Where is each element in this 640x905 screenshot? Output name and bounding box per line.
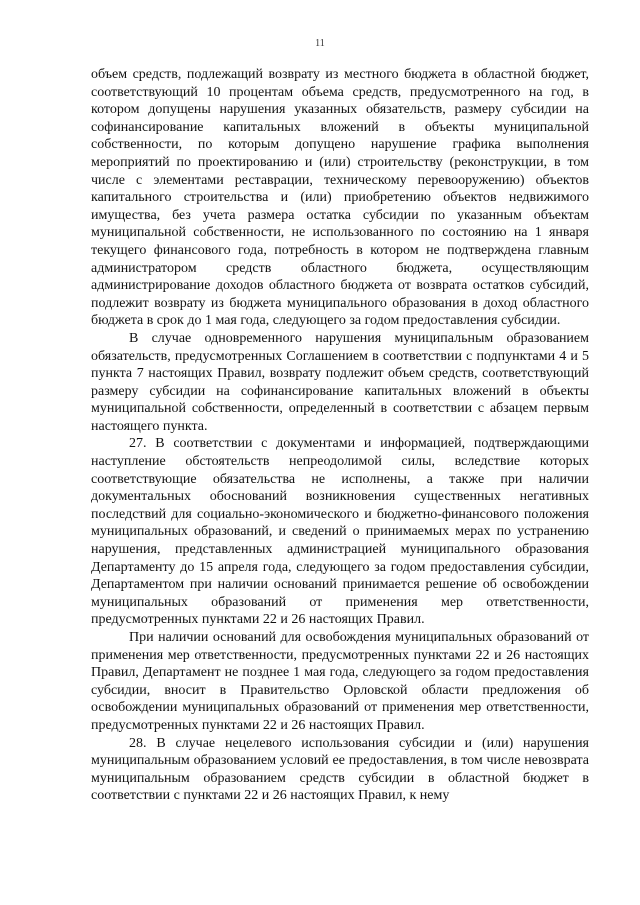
paragraph-item-27: 27. В соответствии с документами и информацией, подтверждающими наступление обстоятельств непреодолимой силы, вследствие которых соответствующие обязательства не исполнены, а также при наличии документальных обоснований возникновения существенных негативных последствий для социально-экономического и бюджетно-финансового положения муниципальных образований, и сведений о принимаемых мерах по устранению нарушения, представленных администрацией муниципального образования Департаменту до 15 апреля года, следующего за годом предоставления субсидии, Департаментом при наличии оснований принимается решение об освобождении муниципальных образований от применения мер ответственности, предусмотренных пунктами 22 и 26 настоящих Правил. (91, 436, 589, 628)
page-number: 11 (315, 38, 325, 49)
paragraph-continuation: объем средств, подлежащий возврату из местного бюджета в областной бюджет, соответствующий 10 процентам объема средств, предусмотренного на год, в котором допущены нарушения указанных обязательств, размеру субсидии на софинансирование капитальных вложений в объекты муниципальной собственности, по которым допущено нарушение графика выполнения мероприятий по проектированию и (или) строительству (реконструкции, в том числе с элементами реставрации, техническому перевооружению) объектов капитального строительства и (или) приобретению объектов недвижимого имущества, без учета размера остатка субсидии по указанным объектам муниципальной собственности, не использованного по состоянию на 1 января текущего финансового года, потребность в котором не подтверждена главным администратором средств областного бюджета, осуществляющим администрирование доходов областного бюджета от возврата остатков субсидий, подлежит возврату из бюджета муниципального образования в доход областного бюджета в срок до 1 мая года, следующего за годом предоставления субсидии. (91, 67, 589, 329)
paragraph-exemption-grounds: При наличии оснований для освобождения муниципальных образований от применения мер ответственности, предусмотренных пунктами 22 и 26 настоящих Правил, Департамент не позднее 1 мая года, следующего за годом предоставления субсидии, вносит в Правительство Орловской области предложения об освобождении муниципальных образований от применения мер ответственности, предусмотренных пунктами 22 и 26 настоящих Правил. (91, 630, 589, 733)
paragraph-item-28: 28. В случае нецелевого использования субсидии и (или) нарушения муниципальным образованием условий ее предоставления, в том числе невозврата муниципальным образованием средств субсидии в областной бюджет в соответствии с пунктами 22 и 26 настоящих Правил, к нему (91, 735, 589, 804)
document-body (91, 66, 589, 805)
paragraph-simultaneous-violation: В случае одновременного нарушения муниципальным образованием обязательств, предусмотренных Соглашением в соответствии с подпунктами 4 и 5 пункта 7 настоящих Правил, возврату подлежит объем средств, соответствующий размеру субсидии на софинансирование капитальных вложений в объекты муниципальной собственности, определенный в соответствии с абзацем первым настоящего пункта. (91, 330, 589, 434)
